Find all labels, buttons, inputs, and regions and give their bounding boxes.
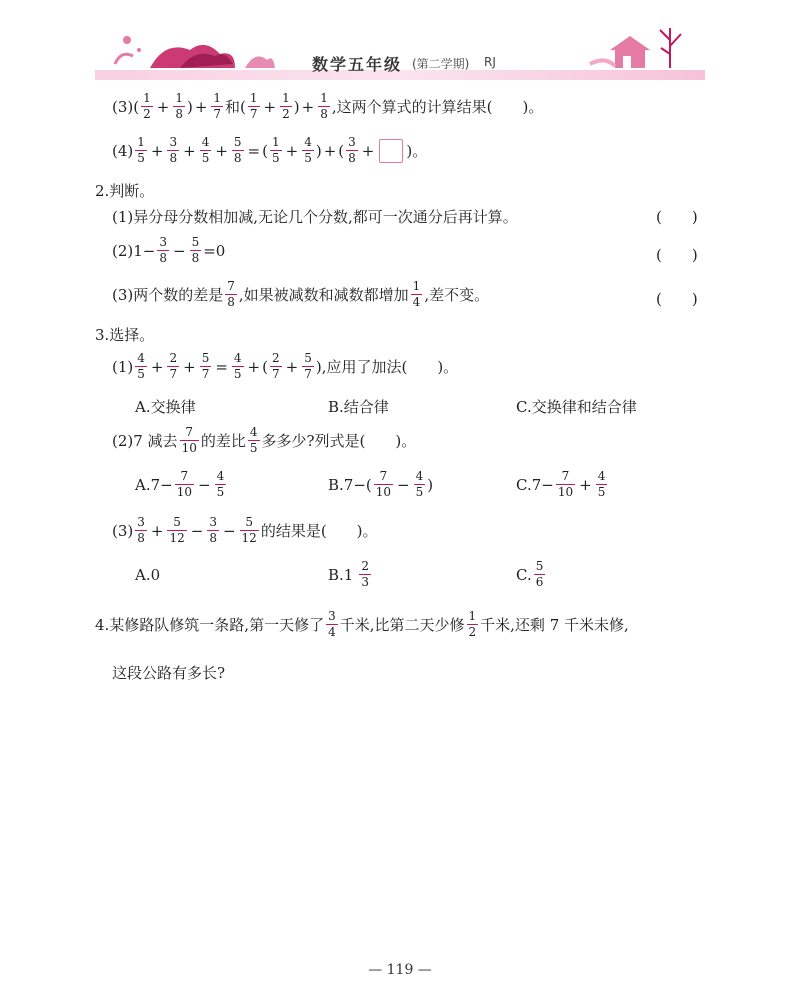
fraction: $\frac{1}{4}$ (412, 279, 421, 309)
fraction: $\frac{7}{8}$ (227, 279, 235, 309)
fraction: $\frac{2}{7}$ (169, 351, 178, 381)
fraction: $\frac{5}{8}$ (191, 235, 200, 265)
section-2-heading: 2.判断。 (95, 182, 155, 200)
question-4-line-2: 这段公路有多长? (112, 664, 226, 682)
page-number: — 119 — (368, 962, 432, 978)
choice-item-3: (3) $\frac{3}{8}$ + $\frac{5}{12}$ − $\frac{3}{8}$ − $\frac{5}{12}$ 的结果是( )。 (112, 515, 378, 545)
fraction: $\frac{1}{8}$ (320, 91, 328, 121)
fraction: $\frac{4}{5}$ (216, 469, 225, 499)
judge-item-1: (1)异分母分数相加减,无论几个分数,都可一次通分后再计算。 (112, 208, 518, 226)
fraction: $\frac{2}{3}$ (361, 559, 369, 589)
fraction: $\frac{4}{5}$ (249, 425, 258, 455)
fraction: $\frac{5}{7}$ (201, 351, 210, 381)
fraction: $\frac{3}{8}$ (209, 515, 217, 545)
fraction: $\frac{3}{8}$ (137, 515, 145, 545)
fraction: $\frac{4}{5}$ (304, 135, 312, 165)
fraction: $\frac{1}{5}$ (137, 135, 145, 165)
fraction: $\frac{7}{10}$ (375, 469, 392, 499)
fraction: $\frac{1}{2}$ (468, 609, 477, 639)
question-4: 4.某修路队修筑一条路,第一天修了 $\frac{3}{4}$ 千米,比第二天少修 $\frac{1}{2}$ 千米,还剩 7 千米未修, (95, 609, 629, 639)
fraction: $\frac{4}{5}$ (201, 135, 210, 165)
fraction: $\frac{5}{12}$ (241, 515, 257, 545)
fraction: $\frac{3}{4}$ (328, 609, 336, 639)
fraction: $\frac{3}{8}$ (159, 235, 167, 265)
fraction: $\frac{7}{10}$ (181, 425, 197, 455)
edition-label: RJ (484, 55, 496, 69)
fraction: $\frac{1}{5}$ (271, 135, 280, 165)
option-c[interactable]: C.7− $\frac{7}{10}$ + $\frac{4}{5}$ (516, 469, 606, 499)
fraction: $\frac{2}{7}$ (271, 351, 280, 381)
fraction: $\frac{7}{10}$ (176, 469, 192, 499)
option-b[interactable]: B.结合律 (328, 398, 389, 416)
fraction: $\frac{4}{5}$ (415, 469, 424, 499)
fraction: $\frac{1}{7}$ (249, 91, 258, 121)
fraction: $\frac{4}{5}$ (137, 351, 145, 381)
fraction: $\frac{7}{10}$ (557, 469, 574, 499)
question-1-3: (3)( $\frac{1}{2}$ + $\frac{1}{8}$ ) + $\frac{1}{7}$ 和( $\frac{1}{7}$ + $\frac{1}{2}$ ) + $\frac{1}{8}$ ,这两个算式的计算结果( )。 (112, 91, 544, 121)
fraction: $\frac{1}{7}$ (213, 91, 222, 121)
fraction: $\frac{5}{8}$ (233, 135, 242, 165)
question-text: ,这两个算式的计算结果( )。 (331, 98, 544, 116)
fraction: $\frac{5}{12}$ (169, 515, 185, 545)
option-c[interactable]: C.交换律和结合律 (516, 398, 637, 416)
page-subtitle: (第二学期) (412, 57, 470, 71)
answer-paren[interactable]: ( ) (656, 208, 698, 226)
option-b[interactable]: B.7−( $\frac{7}{10}$ − $\frac{4}{5}$ ) (328, 469, 434, 499)
option-a[interactable]: A.交换律 (135, 398, 196, 416)
fraction: $\frac{1}{8}$ (175, 91, 183, 121)
fraction: $\frac{3}{8}$ (169, 135, 178, 165)
section-3-heading: 3.选择。 (95, 326, 155, 344)
judge-item-2: (2)1− $\frac{3}{8}$ − $\frac{5}{8}$ =0 (112, 235, 226, 265)
answer-paren[interactable]: ( ) (656, 290, 698, 308)
question-1-4: (4) $\frac{1}{5}$ + $\frac{3}{8}$ + $\frac{4}{5}$ + $\frac{5}{8}$ = ( $\frac{1}{5}$ + $\frac{4}{5}$ ) + ( $\frac{3}{8}$ + )。 (112, 135, 428, 165)
fraction: $\frac{1}{2}$ (282, 91, 290, 121)
fraction: $\frac{3}{8}$ (348, 135, 356, 165)
option-b[interactable]: B.1 $\frac{2}{3}$ (328, 559, 369, 589)
fraction: $\frac{1}{2}$ (143, 91, 151, 121)
fraction: $\frac{5}{6}$ (535, 559, 544, 589)
fraction: $\frac{5}{7}$ (304, 351, 312, 381)
page-title: 数学五年级 (312, 55, 403, 74)
option-c[interactable]: C. $\frac{5}{6}$ (516, 559, 544, 589)
item-number: (3)( (112, 97, 140, 116)
choice-item-2: (2)7 减去 $\frac{7}{10}$ 的差比 $\frac{4}{5}$ 多多少?列式是( )。 (112, 425, 417, 455)
choice-item-1: (1) $\frac{4}{5}$ + $\frac{2}{7}$ + $\frac{5}{7}$ = $\frac{4}{5}$ + ( $\frac{2}{7}$ + $\frac{5}{7}$ ) ,应用了加法( )。 (112, 351, 459, 381)
answer-paren[interactable]: ( ) (656, 246, 698, 264)
fraction: $\frac{4}{5}$ (597, 469, 606, 499)
answer-box[interactable] (379, 139, 403, 163)
option-a[interactable]: A.0 (135, 566, 161, 584)
option-a[interactable]: A.7− $\frac{7}{10}$ − $\frac{4}{5}$ (135, 469, 225, 499)
judge-item-3: (3)两个数的差是 $\frac{7}{8}$ ,如果被减数和减数都增加 $\frac{1}{4}$ ,差不变。 (112, 279, 490, 309)
item-number: (4) (112, 141, 134, 160)
fraction: $\frac{4}{5}$ (233, 351, 242, 381)
